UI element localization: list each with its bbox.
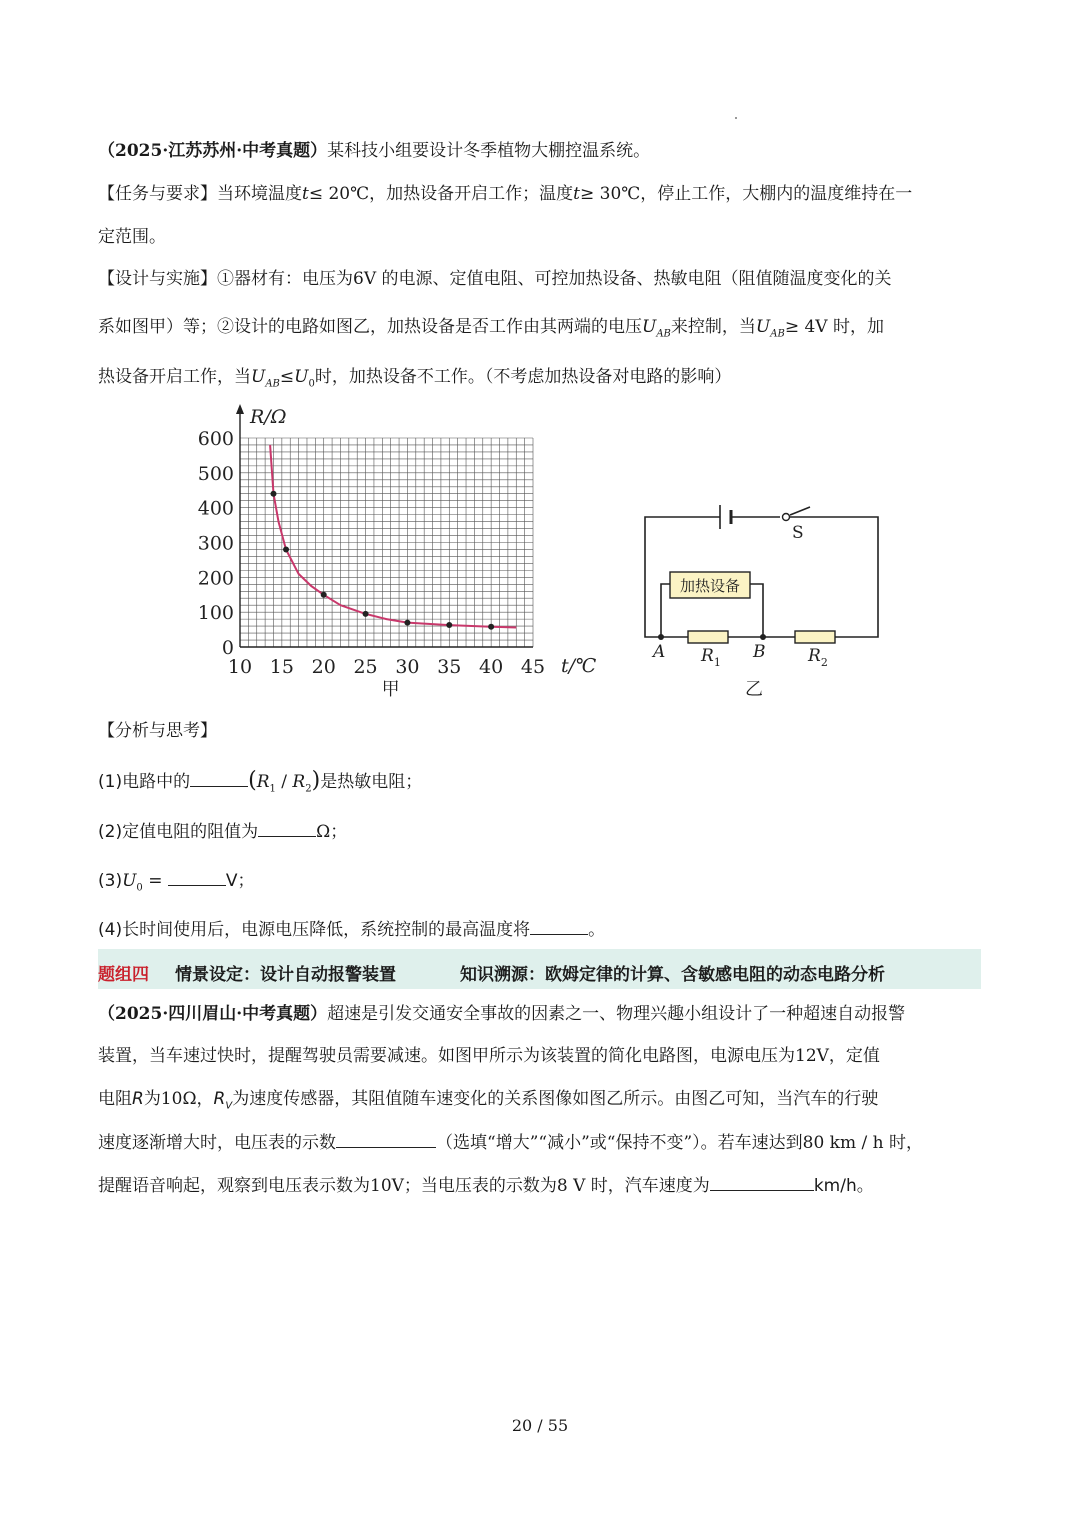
node-a-label: A — [653, 642, 666, 662]
answer-blank-4[interactable] — [530, 918, 588, 935]
node-a-dot — [658, 634, 664, 640]
q2-text-3c: 为速度传感器，其阻值随车速变化的关系图像如图乙所示。由图乙可知，当汽车的行驶 — [232, 1089, 879, 1109]
task-text-d: 定范围。 — [98, 227, 166, 247]
ab-subscript: AB — [770, 328, 785, 340]
switch-icon — [783, 514, 790, 521]
q2-text-3a: 电阻 — [98, 1089, 132, 1109]
x-tick-label: 45 — [520, 656, 546, 678]
q1-line-6 — [98, 366, 731, 395]
q2-text-5b: km/h。 — [813, 1176, 874, 1196]
svg-text:R1 — [700, 646, 721, 669]
u-symbol: U — [294, 367, 309, 387]
r1-subscript: 1 — [713, 656, 721, 669]
r-symbol: R — [132, 1089, 144, 1109]
data-point — [321, 592, 327, 598]
x-tick-label: 35 — [437, 656, 462, 678]
r1-option: R — [256, 772, 270, 792]
q1-line-1 — [98, 140, 650, 162]
data-point — [363, 611, 369, 617]
y-tick-label: 100 — [197, 602, 234, 625]
x-tick-label: 15 — [269, 656, 294, 678]
zero-subscript: 0 — [136, 882, 143, 894]
r2-subscript: 2 — [820, 656, 828, 669]
design-text-c: 来控制，当 — [670, 317, 756, 337]
q1-intro: 某科技小组要设计冬季植物大棚控温系统。 — [327, 141, 651, 161]
node-b-label: B — [753, 642, 766, 662]
answer-blank-6[interactable] — [710, 1174, 814, 1191]
task-label: 【任务与要求】 — [98, 184, 217, 204]
chart-caption: 甲 — [381, 679, 400, 700]
design-text-g: 时，加热设备不工作。（不考虑加热设备对电路的影响） — [314, 367, 732, 387]
heating-device-label: 加热设备 — [679, 577, 741, 595]
circuit-caption: 乙 — [745, 679, 763, 700]
t-symbol: t — [573, 184, 580, 204]
design-text-a: ①器材有：电压为6V 的电源、定值电阻、可控加热设备、热敏电阻（阻值随温度变化的关 — [217, 269, 892, 289]
sub2-text-a: (2)定值电阻的阻值为 — [98, 822, 259, 842]
q2-line-4 — [98, 1131, 923, 1154]
y-tick-label: 200 — [197, 567, 234, 590]
sub4-text-b: 。 — [588, 920, 606, 940]
answer-blank-5[interactable] — [336, 1131, 436, 1148]
q1-source: （2025·江苏苏州·中考真题） — [98, 141, 328, 161]
u-symbol: U — [122, 871, 137, 891]
q2-source: （2025·四川眉山·中考真题） — [98, 1004, 328, 1024]
sub-question-3 — [98, 869, 255, 899]
circuit-diagram — [630, 495, 890, 705]
resistance-temperature-chart — [190, 400, 610, 705]
q2-text-3b: 为10Ω， — [143, 1089, 214, 1109]
resistor-r2 — [795, 631, 835, 643]
task-text-a: 当环境温度 — [217, 184, 302, 204]
sub-question-2 — [98, 820, 347, 843]
sub-question-1: (1)电路中的 $(R_1 / R_2)$是热敏电阻； — [98, 768, 423, 795]
sub1-text-a: (1)电路中的 — [98, 772, 191, 792]
svg-text:R2 — [807, 646, 828, 669]
page-number: 20 / 55 — [511, 1416, 569, 1435]
q2-line-3 — [98, 1088, 878, 1117]
rv-subscript: V — [225, 1100, 233, 1112]
y-tick-label: 500 — [197, 462, 234, 485]
analysis-heading — [98, 720, 217, 742]
u-symbol: U — [755, 317, 771, 337]
sub2-text-b: Ω； — [316, 822, 348, 842]
group-scene: 情景设定：设计自动报警装置 — [175, 965, 396, 985]
sub3-unit: V； — [225, 871, 255, 891]
q2-line-1 — [98, 1003, 905, 1025]
y-axis-arrow — [236, 404, 244, 414]
y-axis-label: R/Ω — [250, 406, 287, 428]
data-point — [446, 622, 452, 628]
design-text-b: 系如图甲）等；②设计的电路如图乙，加热设备是否工作由其两端的电压 — [98, 317, 642, 337]
x-tick-label: 40 — [479, 656, 504, 678]
rv-symbol: R — [213, 1089, 226, 1109]
ab-subscript: AB — [656, 328, 671, 340]
answer-blank-3[interactable] — [168, 869, 226, 886]
analysis-label: 【分析与思考】 — [98, 721, 217, 741]
q2-line-2 — [98, 1045, 880, 1067]
task-text-b: ≤ 20℃，加热设备开启工作；温度 — [308, 184, 574, 204]
q1-line-3 — [98, 226, 166, 248]
data-point — [270, 491, 276, 497]
data-point — [404, 620, 410, 626]
y-tick-label: 300 — [197, 532, 234, 555]
y-tick-label: 400 — [197, 497, 234, 520]
option-slash: / — [275, 772, 293, 792]
sub3-equals: = — [142, 871, 168, 891]
q2-text-1: 超速是引发交通安全事故的因素之一、物理兴趣小组设计了一种超速自动报警 — [327, 1004, 906, 1024]
r2-option-sub: 2 — [305, 783, 312, 795]
zero-subscript: 0 — [308, 378, 315, 390]
q2-text-4a: 速度逐渐增大时，电压表的示数 — [98, 1133, 336, 1153]
r2-label: R — [808, 646, 821, 666]
group-label: 题组四 — [98, 965, 149, 985]
y-tick-label: 0 — [221, 637, 234, 659]
design-text-d: ≥ 4V 时，加 — [784, 317, 884, 337]
q2-text-2: 装置，当车速过快时，提醒驾驶员需要减速。如图甲所示为该装置的简化电路图，电源电压为12V，定值 — [98, 1046, 880, 1066]
ab-subscript: AB — [265, 378, 280, 390]
q2-line-5 — [98, 1174, 874, 1197]
node-b-dot — [760, 634, 766, 640]
group-knowledge: 知识溯源：欧姆定律的计算、含敏感电阻的动态电路分析 — [460, 965, 885, 985]
task-text-c: ≥ 30℃，停止工作，大棚内的温度维持在一 — [579, 184, 913, 204]
switch-label: S — [792, 523, 804, 543]
scan-dot — [735, 117, 737, 119]
r2-option: R — [292, 772, 306, 792]
data-point — [283, 546, 289, 552]
battery-icon — [720, 505, 731, 529]
sub4-text-a: (4)长时间使用后，电源电压降低，系统控制的最高温度将 — [98, 920, 531, 940]
answer-blank-1[interactable] — [190, 770, 248, 787]
r1-option-sub: 1 — [269, 783, 276, 795]
design-text-f: ≤ — [279, 367, 295, 387]
design-text-e: 热设备开启工作，当 — [98, 367, 251, 387]
q1-line-4 — [98, 268, 892, 290]
q1-line-5 — [98, 316, 884, 345]
sub-question-4 — [98, 918, 605, 941]
x-tick-label: 20 — [311, 656, 336, 678]
sub3-text-a: (3) — [98, 871, 123, 891]
q2-text-5a: 提醒语音响起，观察到电压表示数为10V；当电压表的示数为8 V 时，汽车速度为 — [98, 1176, 710, 1196]
sub1-text-b: 是热敏电阻； — [320, 772, 423, 792]
u-symbol: U — [642, 317, 657, 337]
resistor-r1 — [688, 631, 728, 643]
answer-blank-2[interactable] — [258, 820, 316, 837]
data-point — [488, 624, 494, 630]
t-symbol: t — [302, 184, 309, 204]
q1-line-2 — [98, 183, 912, 205]
x-tick-label: 30 — [395, 656, 420, 678]
u-symbol: U — [251, 367, 266, 387]
r1-label: R — [701, 646, 714, 666]
design-label: 【设计与实施】 — [98, 269, 217, 289]
x-tick-label: 10 — [227, 656, 253, 678]
y-tick-label: 600 — [197, 428, 234, 450]
q2-text-4b: （选填“增大”“减小”或“保持不变”）。若车速达到80 km / h 时， — [436, 1133, 923, 1153]
x-axis-label: t/℃ — [561, 655, 597, 677]
x-tick-label: 25 — [353, 656, 378, 678]
